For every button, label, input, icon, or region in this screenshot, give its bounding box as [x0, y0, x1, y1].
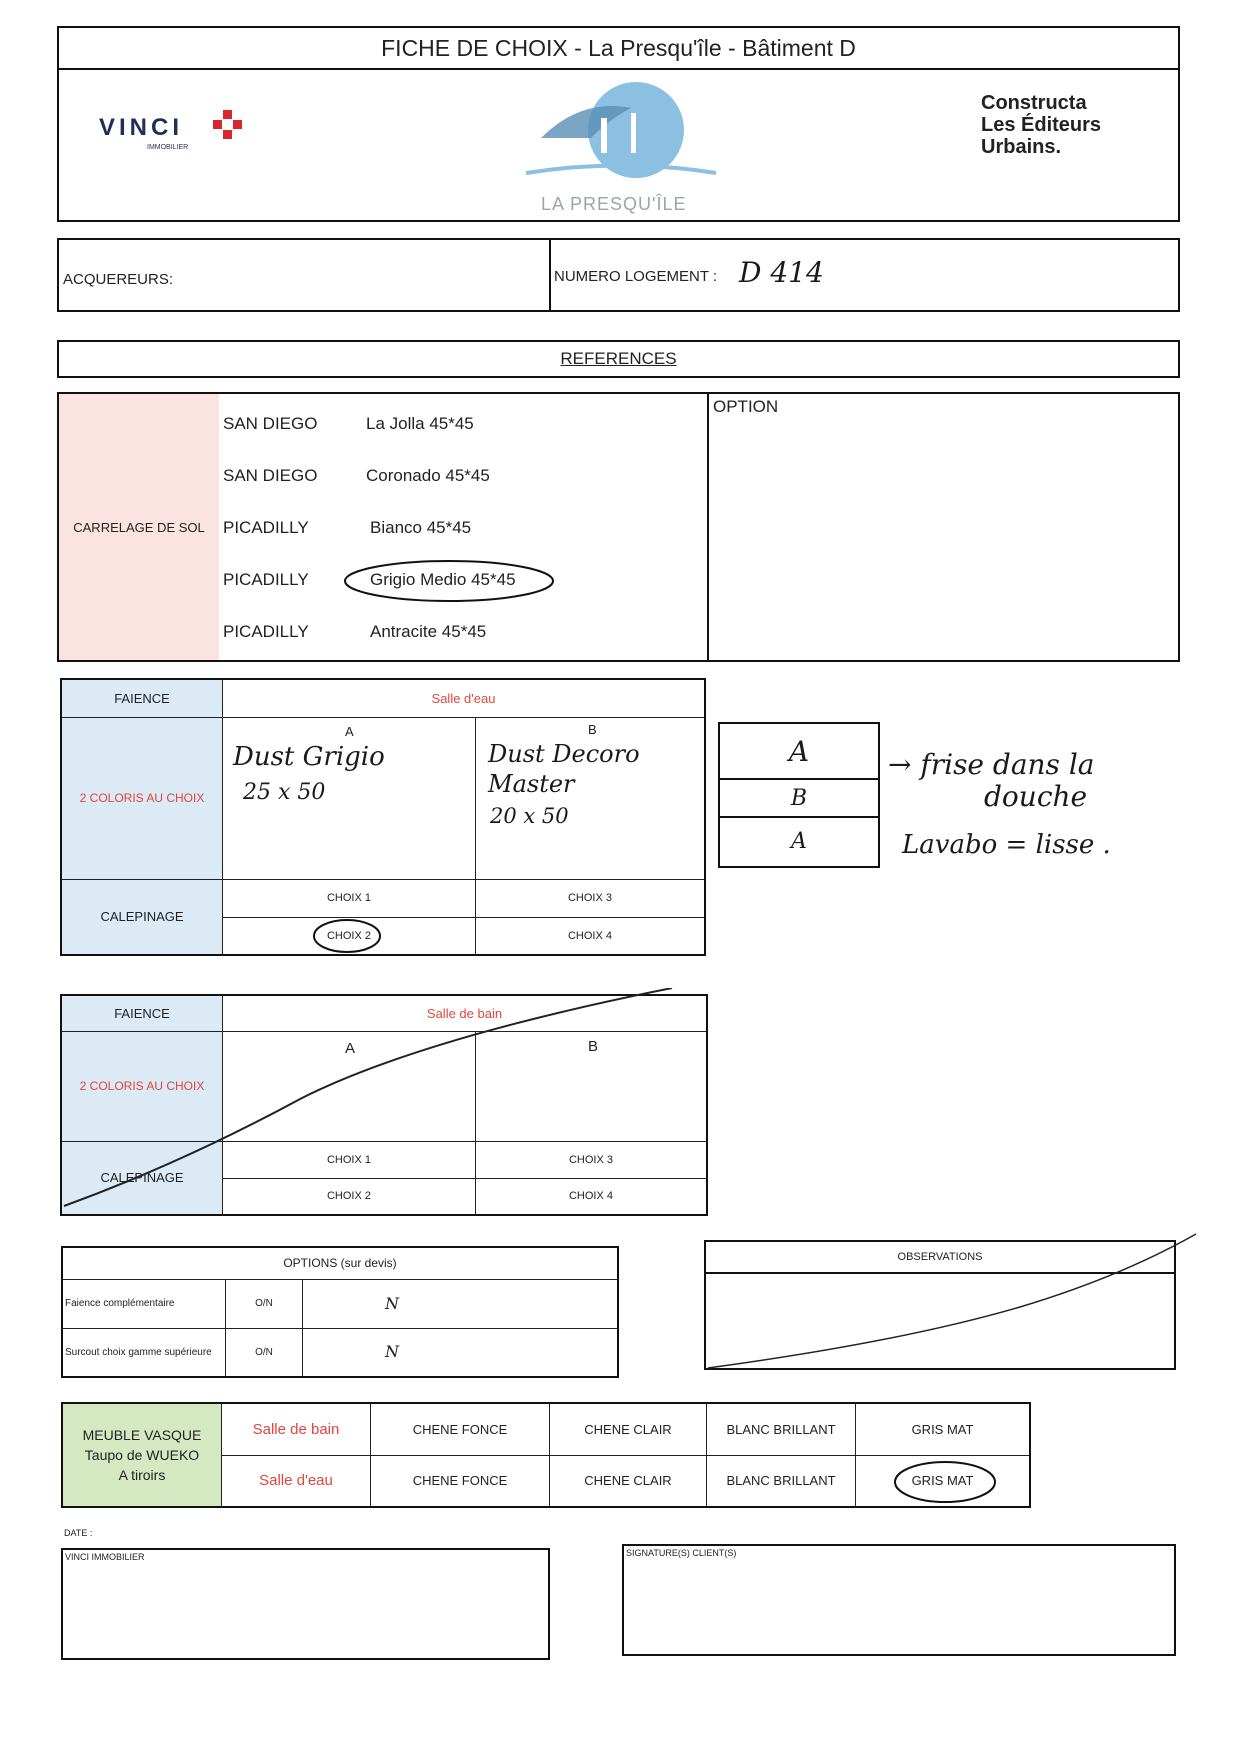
choix-3[interactable]: [476, 879, 706, 917]
choix-label: CHOIX 1: [326, 892, 371, 904]
col-b-label: B: [588, 1037, 599, 1055]
meuble-option[interactable]: [707, 1455, 856, 1507]
choix-label: CHOIX 2: [326, 929, 371, 942]
strike-line-icon: [62, 988, 702, 1208]
vinci-logo-name: VINCI: [99, 114, 184, 141]
client-signature-label: SIGNATURE(S) CLIENT(S): [626, 1548, 737, 1558]
vinci-cross-icon: [211, 108, 245, 142]
hand-a-line: 25 x 50: [243, 779, 326, 805]
coloris-label: 2 COLORIS AU CHOIX: [79, 1079, 205, 1093]
options-title-cell: [62, 1247, 618, 1279]
carrelage-ref: La Jolla 45*45: [366, 414, 474, 433]
vinci-signature-label: VINCI IMMOBILIER: [65, 1552, 145, 1562]
carrelage-ref: Antracite 45*45: [370, 622, 487, 641]
carrelage-row[interactable]: [223, 414, 763, 444]
option-row-label-cell: [62, 1328, 226, 1377]
carrelage-brand: SAN DIEGO: [223, 414, 318, 433]
meuble-option-label: BLANC BRILLANT: [726, 1421, 836, 1437]
sketch-band: A: [720, 724, 878, 780]
constructa-line: Les Éditeurs: [981, 114, 1102, 136]
constructa-line: Constructa: [981, 92, 1087, 114]
coloris-cell: [61, 717, 223, 879]
option-row-label: Faience complémentaire: [65, 1298, 175, 1309]
carrelage-brand: PICADILLY: [223, 518, 309, 537]
meuble-option-label: CHENE CLAIR: [584, 1473, 672, 1489]
selection-circle-icon: [890, 1458, 1000, 1506]
sketch: [718, 722, 880, 868]
option-cell: [707, 394, 1180, 660]
meuble-table: [61, 1402, 1031, 1508]
room-label: Salle d'eau: [431, 690, 496, 706]
option-yn-cell: [226, 1279, 303, 1328]
option-yn: O/N: [255, 1346, 273, 1358]
choix-label: CHOIX 4: [567, 929, 612, 942]
date-label: DATE :: [64, 1528, 93, 1538]
carrelage-row-selected[interactable]: [223, 570, 763, 600]
sketch-band: A: [791, 828, 807, 854]
vinci-logo: [99, 108, 259, 168]
client-signature-box[interactable]: [622, 1544, 1176, 1656]
carrelage-box: [57, 392, 1180, 662]
choix-4[interactable]: [476, 917, 706, 955]
options-table: [61, 1246, 619, 1378]
meuble-option-label: CHENE FONCE: [412, 1473, 508, 1489]
faience-label: FAIENCE: [114, 1005, 170, 1021]
col-a-label: A: [345, 723, 354, 739]
choix-2-selected[interactable]: [223, 917, 476, 955]
hand-b-line: Dust Decoro: [488, 739, 640, 768]
choix-label: CHOIX 1: [326, 1153, 371, 1166]
carrelage-ref: Bianco 45*45: [370, 518, 472, 537]
carrelage-row[interactable]: [223, 466, 763, 496]
carrelage-ref: Coronado 45*45: [366, 466, 490, 485]
carrelage-label: CARRELAGE DE SOL: [73, 519, 205, 535]
option-answer-cell[interactable]: [303, 1328, 619, 1377]
carrelage-brand: PICADILLY: [223, 622, 309, 641]
option-answer-cell[interactable]: [303, 1279, 619, 1328]
meuble-option[interactable]: [371, 1455, 550, 1507]
meuble-label-cell: [62, 1403, 222, 1507]
observations-title: OBSERVATIONS: [897, 1251, 983, 1263]
calepinage-label: CALEPINAGE: [100, 1170, 184, 1186]
sketch-note: Lavabo = lisse .: [902, 830, 1111, 860]
choix-1[interactable]: [223, 879, 476, 917]
sketch-note: → frise dans la: [888, 748, 1095, 781]
observations-strike-icon: [700, 1232, 1200, 1372]
carrelage-label-cell: [59, 394, 219, 660]
meuble-option-label: CHENE CLAIR: [584, 1421, 672, 1437]
coloris-a-cell[interactable]: [223, 717, 476, 879]
calepinage-cell: [61, 879, 223, 955]
option-yn-cell: [226, 1328, 303, 1377]
meuble-option-selected[interactable]: [856, 1455, 1031, 1507]
logement-label: NUMERO LOGEMENT :: [554, 268, 718, 285]
hand-b-line: Master: [488, 769, 575, 798]
faience-eau-table: [60, 678, 706, 956]
presquile-logo-icon: [521, 78, 721, 178]
meuble-room: Salle d'eau: [259, 1472, 333, 1490]
references-header: [57, 340, 1180, 378]
carrelage-list: [223, 394, 763, 660]
meuble-option-label: CHENE FONCE: [412, 1421, 508, 1437]
faience-label-cell: [61, 679, 223, 717]
coloris-label: 2 COLORIS AU CHOIX: [79, 791, 205, 805]
choix-label: CHOIX 4: [568, 1190, 613, 1203]
acquereurs-cell: [59, 240, 551, 310]
selection-circle-icon: [341, 556, 561, 606]
options-title: OPTIONS (sur devis): [283, 1256, 397, 1271]
option-answer: N: [385, 1342, 399, 1362]
carrelage-brand: PICADILLY: [223, 570, 309, 589]
acquereurs-label: ACQUEREURS:: [63, 271, 174, 288]
faience-label: FAIENCE: [114, 690, 170, 706]
col-a-label: A: [345, 1039, 356, 1057]
meuble-option[interactable]: [707, 1403, 856, 1455]
selection-circle-icon: [309, 916, 389, 956]
carrelage-row[interactable]: [223, 518, 763, 548]
choix-label: CHOIX 2: [326, 1190, 371, 1203]
option-row-label: Surcout choix gamme supérieure: [65, 1346, 212, 1358]
meuble-option-label: GRIS MAT: [911, 1421, 974, 1437]
carrelage-ref: Grigio Medio 45*45: [370, 570, 516, 589]
logement-value: D 414: [739, 256, 824, 289]
carrelage-row[interactable]: [223, 622, 763, 652]
room-cell: [223, 679, 706, 717]
sketch-band: B: [720, 780, 878, 818]
meuble-label-line: Taupo de WUEKO: [84, 1447, 200, 1463]
meuble-label-line: MEUBLE VASQUE: [82, 1427, 202, 1443]
option-row-label-cell: [62, 1279, 226, 1328]
meuble-label-line: A tiroirs: [118, 1467, 166, 1483]
meuble-option-label: BLANC BRILLANT: [726, 1473, 836, 1489]
presquile-logo-text: LA PRESQU'ÎLE: [541, 194, 687, 214]
hand-a-line: Dust Grigio: [233, 741, 385, 772]
acquereurs-box: [57, 238, 1180, 312]
col-b-label: B: [588, 721, 597, 737]
hand-b-line: 20 x 50: [490, 803, 569, 828]
vinci-signature-box[interactable]: [61, 1548, 550, 1660]
sketch-note: douche: [984, 780, 1088, 813]
constructa-logo: [981, 92, 1101, 158]
meuble-room: Salle de bain: [252, 1420, 340, 1438]
calepinage-label: CALEPINAGE: [100, 909, 184, 925]
choix-label: CHOIX 3: [567, 892, 612, 904]
constructa-line: Urbains.: [981, 136, 1062, 158]
meuble-option-label: GRIS MAT: [911, 1473, 974, 1489]
option-label: OPTION: [713, 397, 779, 416]
meuble-room-cell: [222, 1455, 371, 1507]
meuble-option[interactable]: [550, 1455, 707, 1507]
header-box: [57, 26, 1180, 222]
meuble-room-cell: [222, 1403, 371, 1455]
header-title: FICHE DE CHOIX - La Presqu'île - Bâtiment D: [59, 28, 1178, 70]
coloris-b-cell[interactable]: [476, 717, 706, 879]
meuble-option[interactable]: [856, 1403, 1031, 1455]
option-yn: O/N: [255, 1298, 273, 1309]
carrelage-brand: SAN DIEGO: [223, 466, 318, 485]
meuble-option[interactable]: [550, 1403, 707, 1455]
choix-label: CHOIX 3: [568, 1153, 613, 1166]
references-title: REFERENCES: [560, 349, 677, 368]
room-label: Salle de bain: [426, 1005, 503, 1021]
vinci-logo-sub: IMMOBILIER: [147, 144, 189, 151]
option-answer: N: [385, 1293, 399, 1313]
meuble-option[interactable]: [371, 1403, 550, 1455]
